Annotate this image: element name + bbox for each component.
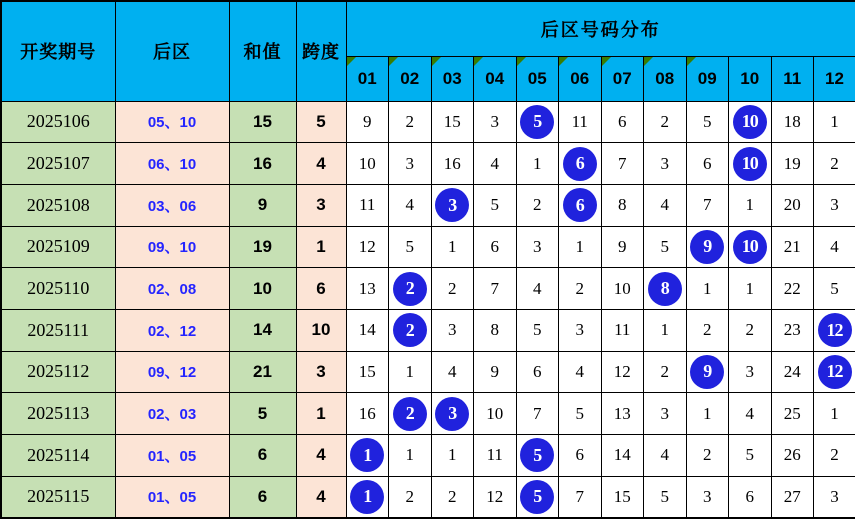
span-cell: 1 bbox=[296, 226, 346, 268]
corner-marker-icon bbox=[389, 57, 398, 66]
table-row bbox=[1, 476, 855, 518]
dist-cell: 2 bbox=[686, 309, 729, 351]
dist-cell: 1 bbox=[686, 268, 729, 310]
sum-cell: 16 bbox=[229, 143, 296, 185]
dist-cell bbox=[686, 226, 729, 268]
header-distribution: 后区号码分布 bbox=[346, 1, 855, 56]
back-number-ball: 5 bbox=[520, 438, 554, 472]
dist-cell: 4 bbox=[814, 226, 855, 268]
sum-cell: 10 bbox=[229, 268, 296, 310]
back-number-ball: 5 bbox=[520, 105, 554, 139]
sum-cell: 9 bbox=[229, 184, 296, 226]
dist-cell: 20 bbox=[771, 184, 814, 226]
span-cell: 4 bbox=[296, 143, 346, 185]
dist-cell: 3 bbox=[814, 184, 855, 226]
dist-cell: 1 bbox=[644, 309, 687, 351]
dist-cell: 4 bbox=[559, 351, 602, 393]
dist-cell: 13 bbox=[346, 268, 389, 310]
table-body bbox=[1, 101, 855, 518]
dist-cell: 12 bbox=[474, 476, 517, 518]
dist-cell: 14 bbox=[346, 309, 389, 351]
dist-cell: 4 bbox=[474, 143, 517, 185]
back-number-ball: 6 bbox=[563, 188, 597, 222]
dist-cell: 1 bbox=[389, 435, 432, 477]
dist-cell: 8 bbox=[474, 309, 517, 351]
dist-cell: 1 bbox=[389, 351, 432, 393]
dist-cell: 5 bbox=[814, 268, 855, 310]
back-area-cell: 02、03 bbox=[115, 393, 229, 435]
back-number-ball: 12 bbox=[818, 355, 852, 389]
dist-cell: 6 bbox=[729, 476, 772, 518]
dist-cell bbox=[559, 184, 602, 226]
dist-cell: 11 bbox=[559, 101, 602, 143]
span-cell: 10 bbox=[296, 309, 346, 351]
dist-cell: 15 bbox=[431, 101, 474, 143]
dist-cell: 1 bbox=[814, 101, 855, 143]
table-row bbox=[1, 226, 855, 268]
header-number-01: 01 bbox=[346, 56, 389, 101]
dist-cell bbox=[389, 393, 432, 435]
dist-cell: 2 bbox=[431, 268, 474, 310]
header-number-11: 11 bbox=[771, 56, 814, 101]
dist-cell bbox=[814, 351, 855, 393]
dist-cell bbox=[516, 435, 559, 477]
dist-cell: 5 bbox=[686, 101, 729, 143]
span-cell: 4 bbox=[296, 435, 346, 477]
header-span: 跨度 bbox=[296, 1, 346, 101]
header-number-09: 09 bbox=[686, 56, 729, 101]
dist-cell: 5 bbox=[389, 226, 432, 268]
dist-cell: 10 bbox=[601, 268, 644, 310]
table-row bbox=[1, 101, 855, 143]
back-number-ball: 2 bbox=[393, 397, 427, 431]
dist-cell: 1 bbox=[431, 226, 474, 268]
corner-marker-icon bbox=[687, 57, 696, 66]
dist-cell bbox=[346, 476, 389, 518]
back-number-ball: 12 bbox=[818, 313, 852, 347]
dist-cell: 23 bbox=[771, 309, 814, 351]
dist-cell: 3 bbox=[644, 143, 687, 185]
sum-cell: 19 bbox=[229, 226, 296, 268]
dist-cell: 2 bbox=[814, 143, 855, 185]
dist-cell: 18 bbox=[771, 101, 814, 143]
back-number-ball: 2 bbox=[393, 272, 427, 306]
dist-cell bbox=[389, 309, 432, 351]
sum-cell: 5 bbox=[229, 393, 296, 435]
dist-cell: 9 bbox=[346, 101, 389, 143]
header-number-02: 02 bbox=[389, 56, 432, 101]
dist-cell: 2 bbox=[431, 476, 474, 518]
back-number-ball: 10 bbox=[733, 147, 767, 181]
corner-marker-icon bbox=[474, 57, 483, 66]
dist-cell bbox=[346, 435, 389, 477]
dist-cell: 22 bbox=[771, 268, 814, 310]
dist-cell: 3 bbox=[559, 309, 602, 351]
back-area-cell: 02、08 bbox=[115, 268, 229, 310]
dist-cell: 5 bbox=[729, 435, 772, 477]
back-number-ball: 6 bbox=[563, 147, 597, 181]
table-row bbox=[1, 309, 855, 351]
dist-cell: 4 bbox=[431, 351, 474, 393]
sum-cell: 15 bbox=[229, 101, 296, 143]
dist-cell: 11 bbox=[346, 184, 389, 226]
corner-marker-icon bbox=[559, 57, 568, 66]
table-row bbox=[1, 351, 855, 393]
header-back-area: 后区 bbox=[115, 1, 229, 101]
dist-cell: 10 bbox=[474, 393, 517, 435]
dist-cell: 3 bbox=[644, 393, 687, 435]
table-row bbox=[1, 143, 855, 185]
dist-cell bbox=[644, 268, 687, 310]
period-cell: 2025111 bbox=[1, 309, 115, 351]
corner-marker-icon bbox=[602, 57, 611, 66]
back-area-cell: 05、10 bbox=[115, 101, 229, 143]
dist-cell: 16 bbox=[431, 143, 474, 185]
dist-cell: 12 bbox=[601, 351, 644, 393]
dist-cell bbox=[431, 184, 474, 226]
dist-cell bbox=[559, 143, 602, 185]
header-number-08: 08 bbox=[644, 56, 687, 101]
corner-marker-icon bbox=[517, 57, 526, 66]
dist-cell: 6 bbox=[516, 351, 559, 393]
dist-cell bbox=[814, 309, 855, 351]
back-number-ball: 1 bbox=[350, 480, 384, 514]
dist-cell: 13 bbox=[601, 393, 644, 435]
back-area-cell: 09、10 bbox=[115, 226, 229, 268]
dist-cell: 8 bbox=[601, 184, 644, 226]
back-number-ball: 9 bbox=[690, 230, 724, 264]
dist-cell bbox=[431, 393, 474, 435]
dist-cell: 1 bbox=[686, 393, 729, 435]
dist-cell: 7 bbox=[516, 393, 559, 435]
corner-marker-icon bbox=[644, 57, 653, 66]
dist-cell: 7 bbox=[686, 184, 729, 226]
corner-marker-icon bbox=[432, 57, 441, 66]
dist-cell: 2 bbox=[686, 435, 729, 477]
table-row bbox=[1, 435, 855, 477]
dist-cell: 1 bbox=[814, 393, 855, 435]
header-number-05: 05 bbox=[516, 56, 559, 101]
back-area-cell: 06、10 bbox=[115, 143, 229, 185]
back-number-ball: 9 bbox=[690, 355, 724, 389]
sum-cell: 6 bbox=[229, 435, 296, 477]
dist-cell: 7 bbox=[601, 143, 644, 185]
dist-cell: 2 bbox=[644, 101, 687, 143]
sum-cell: 6 bbox=[229, 476, 296, 518]
back-area-cell: 02、12 bbox=[115, 309, 229, 351]
dist-cell: 15 bbox=[346, 351, 389, 393]
span-cell: 4 bbox=[296, 476, 346, 518]
dist-cell: 24 bbox=[771, 351, 814, 393]
dist-cell: 4 bbox=[644, 184, 687, 226]
back-number-ball: 3 bbox=[435, 188, 469, 222]
dist-cell: 4 bbox=[644, 435, 687, 477]
dist-cell: 21 bbox=[771, 226, 814, 268]
period-cell: 2025108 bbox=[1, 184, 115, 226]
dist-cell: 3 bbox=[431, 309, 474, 351]
header-number-04: 04 bbox=[474, 56, 517, 101]
sum-cell: 21 bbox=[229, 351, 296, 393]
header-number-06: 06 bbox=[559, 56, 602, 101]
dist-cell: 9 bbox=[474, 351, 517, 393]
dist-cell: 15 bbox=[601, 476, 644, 518]
dist-cell: 3 bbox=[814, 476, 855, 518]
span-cell: 3 bbox=[296, 351, 346, 393]
back-area-cell: 03、06 bbox=[115, 184, 229, 226]
back-number-ball: 10 bbox=[733, 230, 767, 264]
dist-cell: 2 bbox=[729, 309, 772, 351]
dist-cell: 16 bbox=[346, 393, 389, 435]
dist-cell: 6 bbox=[474, 226, 517, 268]
header-number-12: 12 bbox=[814, 56, 855, 101]
dist-cell: 3 bbox=[389, 143, 432, 185]
dist-cell: 19 bbox=[771, 143, 814, 185]
span-cell: 6 bbox=[296, 268, 346, 310]
dist-cell bbox=[686, 351, 729, 393]
span-cell: 1 bbox=[296, 393, 346, 435]
back-number-ball: 8 bbox=[648, 272, 682, 306]
dist-cell: 11 bbox=[601, 309, 644, 351]
period-cell: 2025112 bbox=[1, 351, 115, 393]
header-period: 开奖期号 bbox=[1, 1, 115, 101]
period-cell: 2025109 bbox=[1, 226, 115, 268]
dist-cell bbox=[729, 143, 772, 185]
dist-cell bbox=[729, 226, 772, 268]
table-row bbox=[1, 184, 855, 226]
corner-marker-icon bbox=[347, 57, 356, 66]
dist-cell: 2 bbox=[644, 351, 687, 393]
dist-cell: 2 bbox=[814, 435, 855, 477]
back-number-ball: 10 bbox=[733, 105, 767, 139]
header-sum: 和值 bbox=[229, 1, 296, 101]
dist-cell: 5 bbox=[559, 393, 602, 435]
dist-cell: 7 bbox=[474, 268, 517, 310]
dist-cell bbox=[516, 101, 559, 143]
span-cell: 5 bbox=[296, 101, 346, 143]
back-number-ball: 2 bbox=[393, 313, 427, 347]
dist-cell: 6 bbox=[601, 101, 644, 143]
dist-cell: 4 bbox=[389, 184, 432, 226]
dist-cell: 3 bbox=[729, 351, 772, 393]
dist-cell: 26 bbox=[771, 435, 814, 477]
span-cell: 3 bbox=[296, 184, 346, 226]
dist-cell: 12 bbox=[346, 226, 389, 268]
dist-cell: 3 bbox=[516, 226, 559, 268]
header-number-10: 10 bbox=[729, 56, 772, 101]
sum-cell: 14 bbox=[229, 309, 296, 351]
dist-cell: 2 bbox=[389, 476, 432, 518]
dist-cell: 5 bbox=[516, 309, 559, 351]
back-area-cell: 09、12 bbox=[115, 351, 229, 393]
dist-cell: 1 bbox=[729, 268, 772, 310]
dist-cell: 27 bbox=[771, 476, 814, 518]
dist-cell: 1 bbox=[431, 435, 474, 477]
dist-cell: 3 bbox=[686, 476, 729, 518]
dist-cell: 4 bbox=[729, 393, 772, 435]
dist-cell: 14 bbox=[601, 435, 644, 477]
period-cell: 2025114 bbox=[1, 435, 115, 477]
back-number-ball: 3 bbox=[435, 397, 469, 431]
dist-cell: 5 bbox=[644, 226, 687, 268]
dist-cell: 5 bbox=[644, 476, 687, 518]
back-number-ball: 1 bbox=[350, 438, 384, 472]
dist-cell: 5 bbox=[474, 184, 517, 226]
period-cell: 2025110 bbox=[1, 268, 115, 310]
back-number-ball: 5 bbox=[520, 480, 554, 514]
dist-cell: 7 bbox=[559, 476, 602, 518]
dist-cell bbox=[729, 101, 772, 143]
table-row bbox=[1, 393, 855, 435]
dist-cell: 11 bbox=[474, 435, 517, 477]
dist-cell: 1 bbox=[729, 184, 772, 226]
period-cell: 2025107 bbox=[1, 143, 115, 185]
dist-cell: 9 bbox=[601, 226, 644, 268]
table-row bbox=[1, 268, 855, 310]
dist-cell: 6 bbox=[686, 143, 729, 185]
dist-cell bbox=[516, 476, 559, 518]
dist-cell: 4 bbox=[516, 268, 559, 310]
back-area-cell: 01、05 bbox=[115, 435, 229, 477]
header-number-03: 03 bbox=[431, 56, 474, 101]
dist-cell: 2 bbox=[559, 268, 602, 310]
dist-cell: 1 bbox=[516, 143, 559, 185]
period-cell: 2025113 bbox=[1, 393, 115, 435]
dist-cell: 3 bbox=[474, 101, 517, 143]
dist-cell: 10 bbox=[346, 143, 389, 185]
dist-cell: 1 bbox=[559, 226, 602, 268]
dist-cell: 25 bbox=[771, 393, 814, 435]
dist-cell: 2 bbox=[516, 184, 559, 226]
dist-cell bbox=[389, 268, 432, 310]
dist-cell: 6 bbox=[559, 435, 602, 477]
period-cell: 2025106 bbox=[1, 101, 115, 143]
period-cell: 2025115 bbox=[1, 476, 115, 518]
dist-cell: 2 bbox=[389, 101, 432, 143]
back-area-cell: 01、05 bbox=[115, 476, 229, 518]
header-number-07: 07 bbox=[601, 56, 644, 101]
